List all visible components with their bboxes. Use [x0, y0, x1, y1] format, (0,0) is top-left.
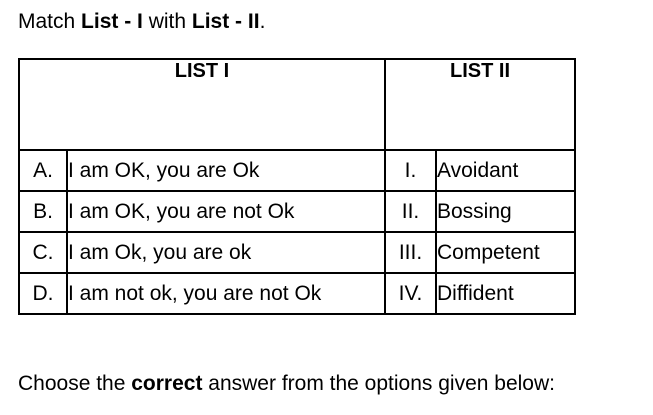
- left-item: I am not ok, you are not Ok: [67, 273, 385, 314]
- instruction-emphasis: correct: [131, 372, 203, 395]
- right-label: II.: [385, 191, 436, 232]
- left-item: I am OK, you are Ok: [67, 150, 385, 191]
- right-label: III.: [385, 232, 436, 273]
- instruction-text: [18, 371, 555, 397]
- list-two-name: List - II: [191, 10, 260, 33]
- header-row: [19, 59, 575, 150]
- question-prefix: Match: [18, 10, 82, 33]
- table-row: [19, 191, 575, 232]
- question-middle: with: [142, 10, 192, 33]
- question-text: [18, 9, 265, 35]
- left-label: D.: [19, 273, 67, 314]
- left-item: I am OK, you are not Ok: [67, 191, 385, 232]
- table-row: [19, 150, 575, 191]
- right-label: IV.: [385, 273, 436, 314]
- left-label: C.: [19, 232, 67, 273]
- table-row: [19, 232, 575, 273]
- match-table: [18, 58, 576, 315]
- list-one-name: List - I: [81, 10, 143, 33]
- right-item: Diffident: [436, 273, 575, 314]
- left-label: B.: [19, 191, 67, 232]
- right-item: Competent: [436, 232, 575, 273]
- list-two-header: LIST II: [385, 59, 575, 150]
- question-suffix: .: [259, 10, 266, 33]
- right-item: Bossing: [436, 191, 575, 232]
- list-one-header: LIST I: [19, 59, 385, 150]
- left-label: A.: [19, 150, 67, 191]
- instruction-prefix: Choose the: [18, 372, 132, 395]
- table-row: [19, 273, 575, 314]
- left-item: I am Ok, you are ok: [67, 232, 385, 273]
- instruction-suffix: answer from the options given below:: [202, 372, 555, 395]
- right-item: Avoidant: [436, 150, 575, 191]
- right-label: I.: [385, 150, 436, 191]
